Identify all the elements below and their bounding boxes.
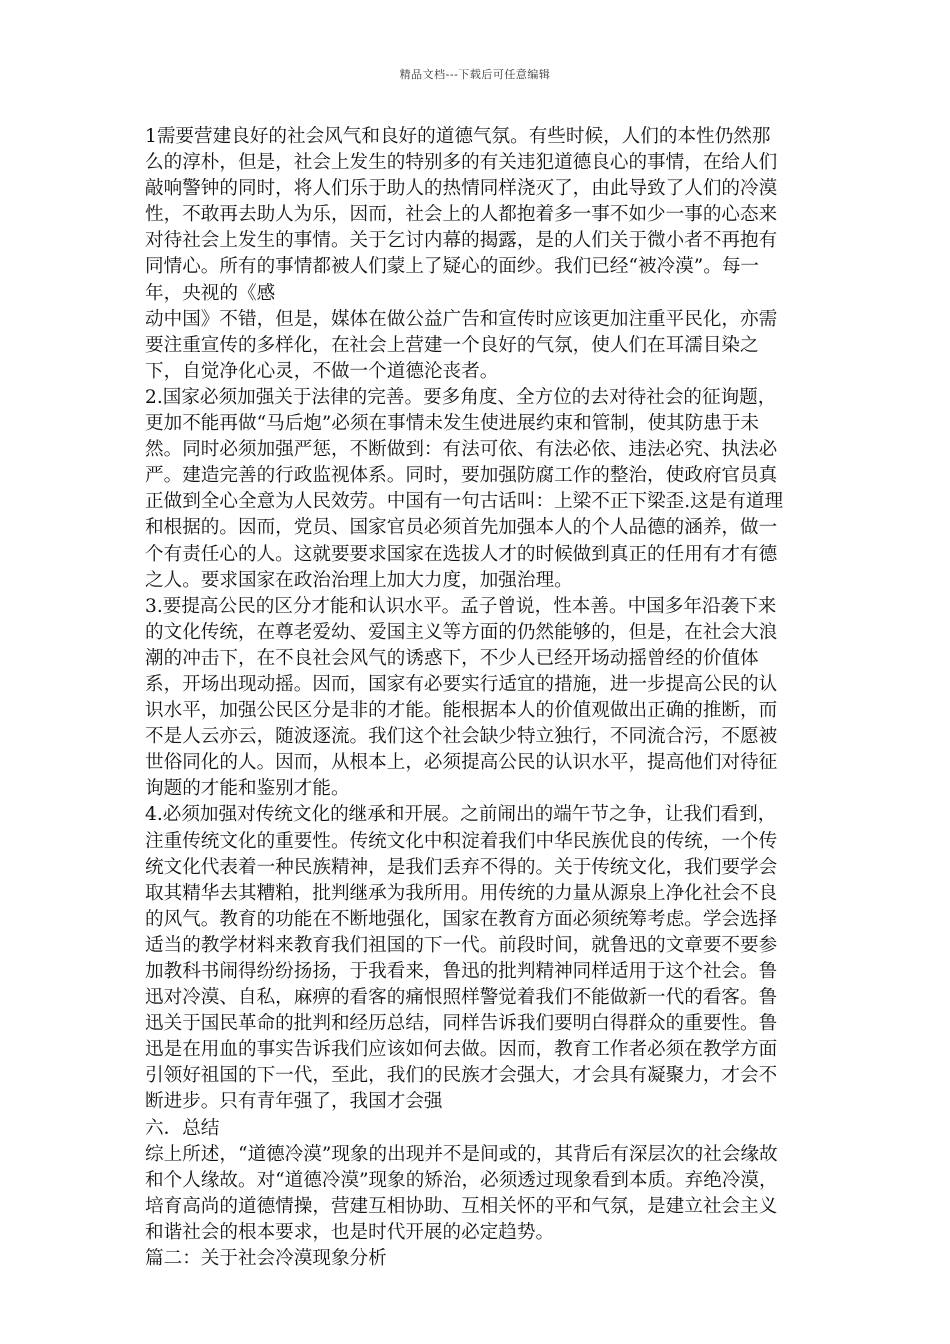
text-line: 正做到全心全意为人民效劳。中国有一句古话叫：上梁不正下梁歪.这是有道理 bbox=[145, 491, 784, 513]
text-line: 和谐社会的根本要求，也是时代开展的必定趋势。 bbox=[145, 1221, 555, 1243]
text-line: 培育高尚的道德情操，营建互相协助、互相关怀的平和气氛，是建立社会主义 bbox=[145, 1195, 778, 1217]
text-line: 同情心。所有的事情都被人们蒙上了疑心的面纱。我们已经“被冷漠”。每一 bbox=[145, 256, 760, 278]
text-line: 篇二：关于社会冷漠现象分析 bbox=[145, 1248, 387, 1270]
text-line: 适当的教学材料来教育我们祖国的下一代。前段时间，就鲁迅的文章要不要参 bbox=[145, 934, 778, 956]
text-line: 严。建造完善的行政监视体系。同时，要加强防腐工作的整治，使政府官员真 bbox=[145, 465, 778, 487]
text-line: 之人。要求国家在政治治理上加大力度，加强治理。 bbox=[145, 569, 573, 591]
text-line: 潮的冲击下，在不良社会风气的诱惑下，不少人已经开场动摇曾经的价值体 bbox=[145, 647, 759, 669]
page-header: 精品文档---下载后可任意编辑 bbox=[399, 68, 551, 81]
text-line: 敲响警钟的同时，将人们乐于助人的热情同样浇灭了，由此导致了人们的冷漠 bbox=[145, 178, 778, 200]
text-line: 六．总结 bbox=[145, 1117, 220, 1139]
text-line: 么的淳朴，但是，社会上发生的特别多的有关违犯道德良心的事情，在给人们 bbox=[145, 152, 778, 174]
text-line: 性，不敢再去助人为乐，因而，社会上的人都抱着多一事不如少一事的心态来 bbox=[145, 204, 778, 226]
text-line: 不是人云亦云，随波逐流。我们这个社会缺少特立独行，不同流合污，不愿被 bbox=[145, 726, 778, 748]
text-line: 注重传统文化的重要性。传统文化中积淀着我们中华民族优良的传统，一个传 bbox=[145, 830, 778, 852]
text-line: 统文化代表着一种民族精神，是我们丢弃不得的。关于传统文化，我们要学会 bbox=[145, 856, 778, 878]
text-line: 4.必须加强对传统文化的继承和开展。之前闹出的端午节之争，让我们看到， bbox=[145, 804, 777, 826]
text-line: 迅对冷漠、自私，麻痹的看客的痛恨照样警觉着我们不能做新一代的看客。鲁 bbox=[145, 987, 778, 1009]
text-line: 识水平，加强公民区分是非的才能。能根据本人的价值观做出正确的推断，而 bbox=[145, 700, 778, 722]
text-line: 迅是在用血的事实告诉我们应该如何去做。因而，教育工作者必须在教学方面 bbox=[145, 1039, 778, 1061]
text-line: 的文化传统，在尊老爱幼、爱国主义等方面的仍然能够的，但是，在社会大浪 bbox=[145, 621, 778, 643]
text-line: 取其精华去其糟粕，批判继承为我所用。用传统的力量从源泉上净化社会不良 bbox=[145, 882, 778, 904]
text-line: 年，央视的《感 bbox=[145, 282, 276, 304]
text-line: 和个人缘故。对“道德冷漠”现象的矫治，必须透过现象看到本质。弃绝冷漠， bbox=[145, 1169, 778, 1191]
text-line: 要注重宣传的多样化，在社会上营建一个良好的气氛，使人们在耳濡目染之 bbox=[145, 334, 759, 356]
text-line: 加教科书闹得纷纷扬扬，于我看来，鲁迅的批判精神同样适用于这个社会。鲁 bbox=[145, 961, 778, 982]
text-line: 3.要提高公民的区分才能和认识水平。孟子曾说，性本善。中国多年沿袭下来 bbox=[145, 595, 777, 617]
text-line: 询题的才能和鉴别才能。 bbox=[145, 778, 350, 800]
text-line: 世俗同化的人。因而，从根本上，必须提高公民的认识水平，提高他们对待征 bbox=[145, 752, 778, 774]
text-line: 然。同时必须加强严惩，不断做到：有法可依、有法必依、违法必究、执法必 bbox=[145, 439, 778, 461]
text-line: 断进步。只有青年强了，我国才会强 bbox=[145, 1091, 443, 1113]
text-line: 更加不能再做“马后炮”必须在事情未发生使进展约束和管制，使其防患于未 bbox=[145, 413, 760, 435]
text-line: 动中国》不错，但是，媒体在做公益广告和宣传时应该更加注重平民化，亦需 bbox=[145, 308, 778, 330]
text-line: 和根据的。因而，党员、国家官员必须首先加强本人的个人品德的涵养，做一 bbox=[145, 517, 778, 539]
text-line: 下，自觉净化心灵，不做一个道德沦丧者。 bbox=[145, 360, 499, 382]
document-body bbox=[145, 124, 805, 1272]
text-line: 的风气。教育的功能在不断地强化，国家在教育方面必须统筹考虑。学会选择 bbox=[145, 908, 778, 930]
text-line: 2.国家必须加强关于法律的完善。要多角度、全方位的去对待社会的征询题， bbox=[145, 386, 777, 408]
text-line: 系，开场出现动摇。因而，国家有必要实行适宜的措施，进一步提高公民的认 bbox=[145, 673, 778, 695]
text-line: 对待社会上发生的事情。关于乞讨内幕的揭露，是的人们关于微小者不再抱有 bbox=[145, 230, 778, 252]
text-line: 引领好祖国的下一代，至此，我们的民族才会强大，才会具有凝聚力，才会不 bbox=[145, 1065, 778, 1087]
text-line: 综上所述，“道德冷漠”现象的出现并不是间或的，其背后有深层次的社会缘故 bbox=[145, 1143, 778, 1165]
text-line: 1需要营建良好的社会风气和良好的道德气氛。有些时候，人们的本性仍然那 bbox=[145, 126, 771, 147]
text-line: 个有责任心的人。这就要要求国家在选拔人才的时候做到真正的任用有才有德 bbox=[145, 543, 778, 565]
text-line: 迅关于国民革命的批判和经历总结，同样告诉我们要明白得群众的重要性。鲁 bbox=[145, 1013, 778, 1035]
